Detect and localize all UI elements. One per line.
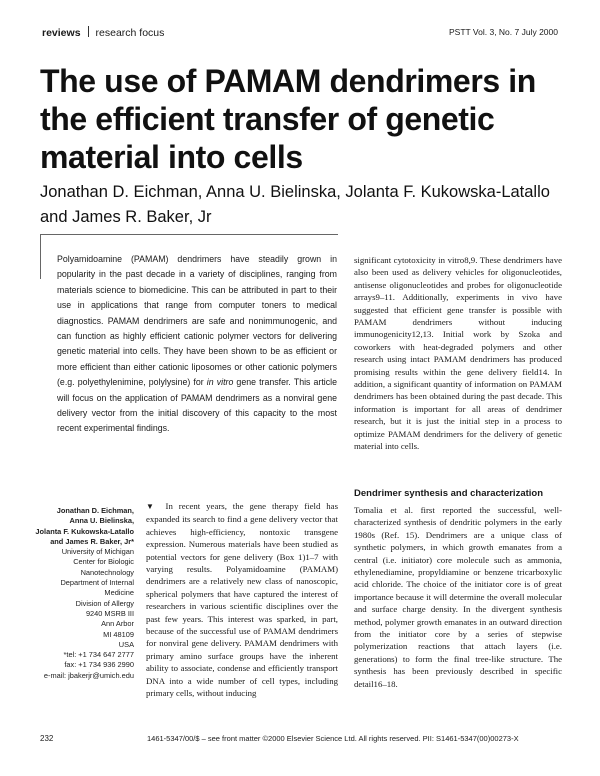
- middle-column-body: In recent years, the gene therapy field has expanded its search to find a gene delivery vector that achieves high-efficiency, nontoxic transgene expression. Numerous materials have been studied as potential vectors for gene delivery (Box 1)1–7 with varying results. Polyamidoamine (PAMAM) dendrimers are a relatively new class of nanoscopic, spherical polymers that have captured the interest of researchers in various scientific disciplines over the past few years. This interest was sparked, in part, because of the successful use of PAMAM dendrimers for nonviral gene delivery. PAMAM dendrimers with primary amino surface groups have the inherent ability to associate, condense and efficiently transport DNA into a wide number of cell types, including primary cells, without inducing: [146, 501, 338, 699]
- affiliation-fax: fax: +1 734 936 2990: [64, 660, 134, 670]
- abstract-rule-top: [40, 234, 338, 235]
- triangle-marker-icon: ▼: [146, 502, 158, 511]
- section-heading: Dendrimer synthesis and characterization: [354, 488, 544, 499]
- affiliation-line: Center for Biologic: [73, 557, 134, 567]
- page-number: 232: [40, 734, 54, 743]
- article-authors: Jonathan D. Eichman, Anna U. Bielinska, Jolanta F. Kukowska-Latallo and James R. Baker, Jr: [40, 183, 550, 226]
- affiliation-line: 9240 MSRB III: [85, 608, 134, 618]
- running-header-section: [42, 26, 164, 39]
- affiliation-name: Anna U. Bielinska,: [69, 516, 134, 526]
- article-title: The use of PAMAM dendrimers in the efficient transfer of genetic material into cells: [40, 63, 536, 175]
- affiliation-author-names: [30, 506, 134, 547]
- abstract: [57, 252, 337, 437]
- abstract-rule-left: [40, 234, 41, 279]
- affiliation-line: Medicine: [104, 588, 134, 598]
- header-divider: [88, 26, 89, 37]
- abstract-text-1: Polyamidoamine (PAMAM) dendrimers have steadily grown in popularity in the past decade in a variety of disciplines, ranging from materials science to biomedicine. This can be attributed in part to their use in applications that range from computer toners to medical diagnostics. PAMAM dendrimers are safe and nonimmunogenic, and can function as highly efficient cationic polymer vectors for delivering genetic material into cells. They have been shown to be as efficient or more efficient than either cationic liposomes or other cationic polymers (e.g. polyethylenimine, polylysine) for: [57, 254, 337, 388]
- journal-citation: PSTT Vol. 3, No. 7 July 2000: [449, 27, 558, 37]
- middle-column-text: [146, 500, 338, 700]
- section-label: reviews: [42, 27, 81, 39]
- affiliation-line: Ann Arbor: [101, 619, 134, 629]
- affiliation-line: Nanotechnology: [80, 567, 134, 577]
- copyright-footer: 1461-5347/00/$ – see front matter ©2000 Elsevier Science Ltd. All rights reserved. PII: S1461-5347(00)00273-X: [147, 734, 519, 743]
- affiliation-line: Department of Internal: [60, 578, 134, 588]
- affiliation-email: e-mail: jbakerjr@umich.edu: [43, 670, 134, 680]
- affiliation-line: USA: [118, 639, 134, 649]
- affiliation-line: Division of Allergy: [75, 598, 134, 608]
- author-affiliation: [30, 506, 134, 681]
- affiliation-line: University of Michigan: [61, 547, 134, 557]
- affiliation-phone: *tel: +1 734 647 2777: [63, 650, 134, 660]
- abstract-italic: in vitro: [206, 377, 234, 388]
- abstract-text-2: gene transfer. This article will focus on the application of PAMAM dendrimers as a nonviral gene delivery vector from the initial discovery of this capacity to the most recent experimental findings.: [57, 377, 337, 434]
- right-column-top-text: significant cytotoxicity in vitro8,9. These dendrimers have also been used as delivery vehicles for oligonucleotides, antisense oligonucleotides and probes for oligonucleotide arrays9–11. Additionally, experiments in vivo have suggested that efficient gene transfer is possible with PAMAM dendrimers without inducing immunogenicity12,13. Initial work by Szoka and coworkers with heat-degraded polymers and other research using intact PAMAM dendrimers has produced promising results within the gene delivery field14. In addition, a significant quantity of information on PAMAM dendrimers has been obtained during the past decade. This information is important for all areas of dendrimer research, but it is just the initial step in a process to optimize PAMAM dendrimers for the delivery of genetic material into cells.: [354, 255, 562, 452]
- affiliation-name: Jonathan D. Eichman,: [56, 506, 134, 515]
- right-column-bottom-text: Tomalia et al. first reported the successful, well-characterized synthesis of dendritic polymers in the early 1980s (Ref. 15). Dendrimers are a unique class of synthetic polymers, in which growth emanates from a central (i.e. initiator) core molecule such as ammonia, ethylenediamine, propyldiamine or benzene tricarboxylic acid chloride. The choice of the initiator core is of great importance because it will determine the overall molecular and surface charge density. In the divergent synthesis method, polymer growth emanates in an outward direction from the initiator core by a series of stepwise polymerization reactions that attach layers (i.e. generations) to form the final tree-like structure. The synthesis has been previously described in specific detail16–18.: [354, 505, 562, 689]
- affiliation-name: Jolanta F. Kukowska-Latallo: [35, 526, 134, 536]
- subsection-label: research focus: [95, 27, 165, 39]
- affiliation-line: MI 48109: [103, 629, 134, 639]
- affiliation-name: and James R. Baker, Jr*: [50, 536, 134, 546]
